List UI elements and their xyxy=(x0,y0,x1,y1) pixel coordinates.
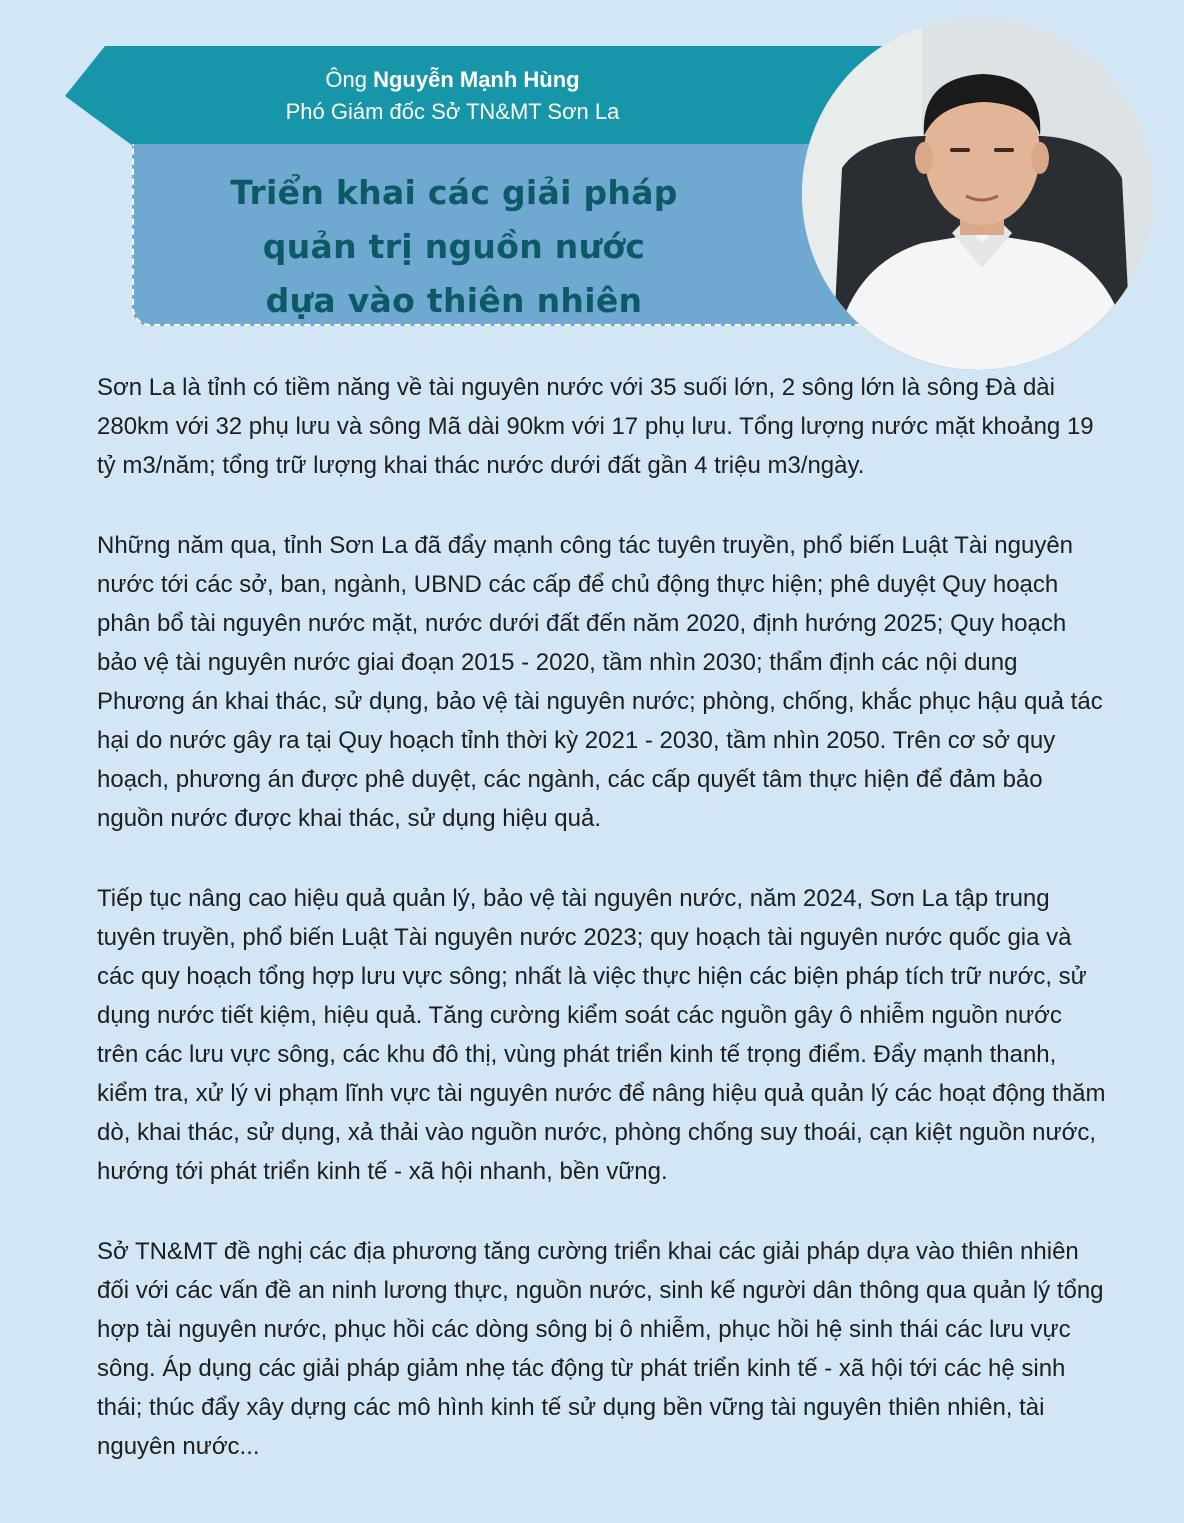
article-body xyxy=(97,368,1107,1507)
speaker-info xyxy=(65,64,840,128)
speaker-position: Phó Giám đốc Sở TN&MT Sơn La xyxy=(285,99,620,124)
paragraph-4: Sở TN&MT đề nghị các địa phương tăng cường triển khai các giải pháp dựa vào thiên nhiên đối với các vấn đề an ninh lương thực, nguồn nước, sinh kế người dân thông qua quản lý tổng hợp tài nguyên nước, phục hồi các dòng sông bị ô nhiễm, phục hồi hệ sinh thái các lưu vực sông. Áp dụng các giải pháp giảm nhẹ tác động từ phát triển kinh tế - xã hội tới các hệ sinh thái; thúc đẩy xây dựng các mô hình kinh tế sử dụng bền vững tài nguyên thiên nhiên, tài nguyên nước... xyxy=(97,1238,1104,1460)
title-line-1: Triển khai các giải pháp xyxy=(230,173,678,212)
title-line-3: dựa vào thiên nhiên xyxy=(265,281,643,320)
paragraph-1: Sơn La là tỉnh có tiềm năng về tài nguyên nước với 35 suối lớn, 2 sông lớn là sông Đà dài 280km với 32 phụ lưu và sông Mã dài 90km với 17 phụ lưu. Tổng lượng nước mặt khoảng 19 tỷ m3/năm; tổng trữ lượng khai thác nước dưới đất gần 4 triệu m3/ngày. xyxy=(97,374,1094,479)
paragraph-2: Những năm qua, tỉnh Sơn La đã đẩy mạnh công tác tuyên truyền, phổ biến Luật Tài nguyên nước tới các sở, ban, ngành, UBND các cấp để chủ động thực hiện; phê duyệt Quy hoạch phân bổ tài nguyên nước mặt, nước dưới đất đến năm 2020, định hướng 2025; Quy hoạch bảo vệ tài nguyên nước giai đoạn 2015 - 2020, tầm nhìn 2030; thẩm định các nội dung Phương án khai thác, sử dụng, bảo vệ tài nguyên nước; phòng, chống, khắc phục hậu quả tác hại do nước gây ra tại Quy hoạch tỉnh thời kỳ 2021 - 2030, tầm nhìn 2050. Trên cơ sở quy hoạch, phương án được phê duyệt, các ngành, các cấp quyết tâm thực hiện để đảm bảo nguồn nước được khai thác, sử dụng hiệu quả. xyxy=(97,532,1103,832)
speaker-portrait xyxy=(802,18,1154,370)
speaker-name: Nguyễn Mạnh Hùng xyxy=(373,67,580,92)
speaker-name-line xyxy=(65,64,840,96)
title-box xyxy=(132,144,892,326)
paragraph-3: Tiếp tục nâng cao hiệu quả quản lý, bảo vệ tài nguyên nước, năm 2024, Sơn La tập trung tuyên truyền, phổ biến Luật Tài nguyên nước 2023; quy hoạch tài nguyên nước quốc gia và các quy hoạch tổng hợp lưu vực sông; nhất là việc thực hiện các biện pháp tích trữ nước, sử dụng nước tiết kiệm, hiệu quả. Tăng cường kiểm soát các nguồn gây ô nhiễm nguồn nước trên các lưu vực sông, các khu đô thị, vùng phát triển kinh tế trọng điểm. Đẩy mạnh thanh, kiểm tra, xử lý vi phạm lĩnh vực tài nguyên nước để nâng hiệu quả quản lý các hoạt động thăm dò, khai thác, sử dụng, xả thải vào nguồn nước, phòng chống suy thoái, cạn kiệt nguồn nước, hướng tới phát triển kinh tế - xã hội nhanh, bền vững. xyxy=(97,885,1106,1185)
page-title xyxy=(134,166,774,328)
portrait-illustration xyxy=(802,18,1154,370)
title-line-2: quản trị nguồn nước xyxy=(262,227,646,266)
speaker-prefix: Ông xyxy=(325,67,367,92)
